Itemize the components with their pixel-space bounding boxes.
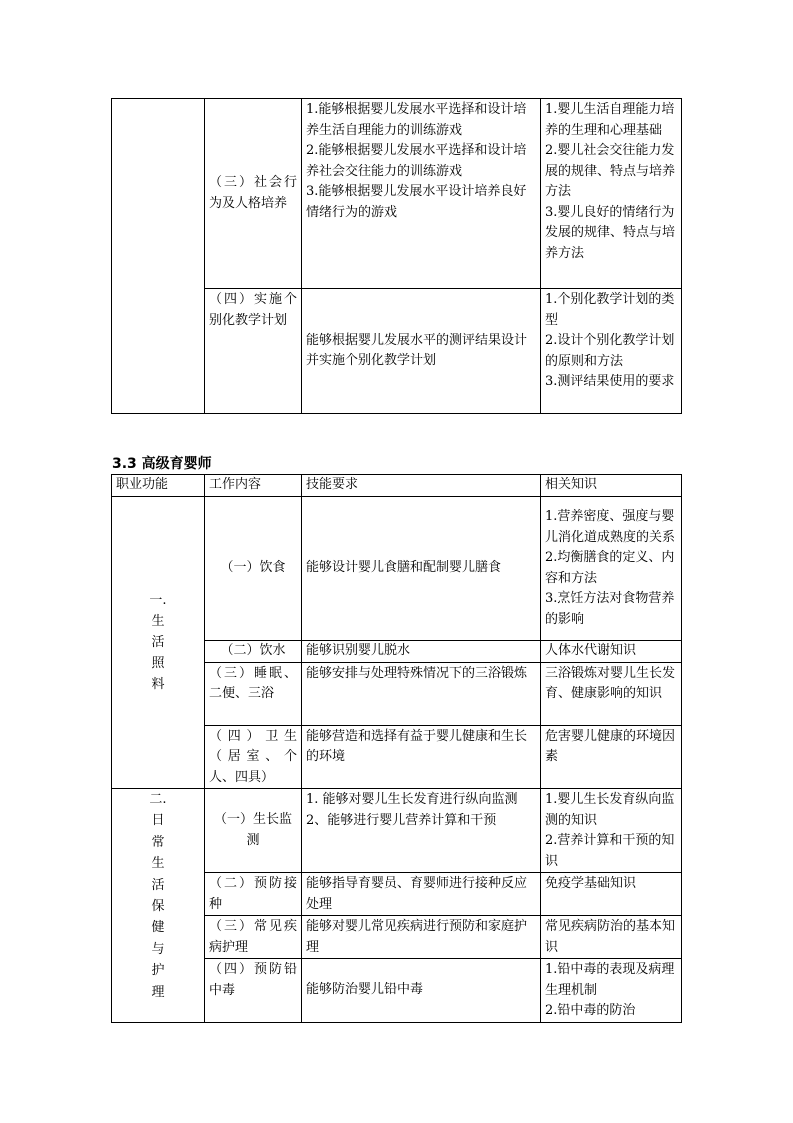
knowledge-cell: 危害婴儿健康的环境因素 (541, 725, 682, 789)
header-skills: 技能要求 (302, 475, 541, 497)
knowledge-cell: 免疫学基础知识 (541, 873, 682, 916)
skills-cell: 能够安排与处理特殊情况下的三浴锻炼 (302, 662, 541, 725)
work-content-cell: （一）生长监测 (205, 789, 302, 873)
work-content-cell: （一）饮食 (205, 497, 302, 641)
knowledge-cell: 1.铅中毒的表现及病理生理机制 2.铅中毒的防治 (541, 959, 682, 1023)
work-content-cell: （二）饮水 (205, 641, 302, 663)
skills-cell: 能够根据婴儿发展水平的测评结果设计并实施个别化教学计划 (302, 289, 541, 414)
header-knowledge: 相关知识 (541, 475, 682, 497)
knowledge-cell: 三浴锻炼对婴儿生长发育、健康影响的知识 (541, 662, 682, 725)
work-content-cell: （三）社会行为及人格培养 (205, 99, 302, 289)
knowledge-cell: 1.婴儿生活自理能力培养的生理和心理基础 2.婴儿社会交往能力发展的规律、特点与培养方法 3.婴儿良好的情绪行为发展的规律、特点与培养方法 (541, 99, 682, 289)
function-cell-empty (112, 99, 205, 414)
work-content-cell: （三）常见疾病护理 (205, 916, 302, 959)
skills-cell: 能够指导育婴员、育婴师进行接种反应处理 (302, 873, 541, 916)
skills-cell: 能够防治婴儿铅中毒 (302, 959, 541, 1023)
work-content-cell: （三）睡眠、二便、三浴 (205, 662, 302, 725)
knowledge-cell: 1.个别化教学计划的类型 2.设计个别化教学计划的原则和方法 3.测评结果使用的要求 (541, 289, 682, 414)
header-function: 职业功能 (112, 475, 205, 497)
skills-cell: 能够对婴儿常见疾病进行预防和家庭护理 (302, 916, 541, 959)
continued-skills-table (111, 98, 682, 414)
skills-cell: 能够营造和选择有益于婴儿健康和生长的环境 (302, 725, 541, 789)
function-cell-life-care: 一. 生 活 照 料 (112, 497, 205, 789)
skills-cell: 1. 能够对婴儿生长发育进行纵向监测 2、能够进行婴儿营养计算和干预 (302, 789, 541, 873)
knowledge-cell: 1.营养密度、强度与婴儿消化道成熟度的关系 2.均衡膳食的定义、内容和方法 3.烹饪方法对食物营养的影响 (541, 497, 682, 641)
work-content-cell: （二）预防接种 (205, 873, 302, 916)
work-content-cell: （四）实施个别化教学计划 (205, 289, 302, 414)
knowledge-cell: 常见疾病防治的基本知识 (541, 916, 682, 959)
skills-cell: 能够识别婴儿脱水 (302, 641, 541, 663)
section-title: 3.3 高级育婴师 (112, 456, 212, 472)
header-content: 工作内容 (205, 475, 302, 497)
knowledge-cell: 1.婴儿生长发育纵向监测的知识 2.营养计算和干预的知识 (541, 789, 682, 873)
function-cell-daily-health: 二. 日 常 生 活 保 健 与 护 理 (112, 789, 205, 1023)
skills-cell: 能够设计婴儿食膳和配制婴儿膳食 (302, 497, 541, 641)
work-content-cell: （四）卫生（居室、个人、四具） (205, 725, 302, 789)
knowledge-cell: 人体水代谢知识 (541, 641, 682, 663)
work-content-cell: （四）预防铅中毒 (205, 959, 302, 1023)
advanced-nursery-teacher-table (111, 474, 682, 1023)
skills-cell: 1.能够根据婴儿发展水平选择和设计培养生活自理能力的训练游戏 2.能够根据婴儿发展水平选择和设计培养社会交往能力的训练游戏 3.能够根据婴儿发展水平设计培养良好情绪行为的游戏 (302, 99, 541, 289)
